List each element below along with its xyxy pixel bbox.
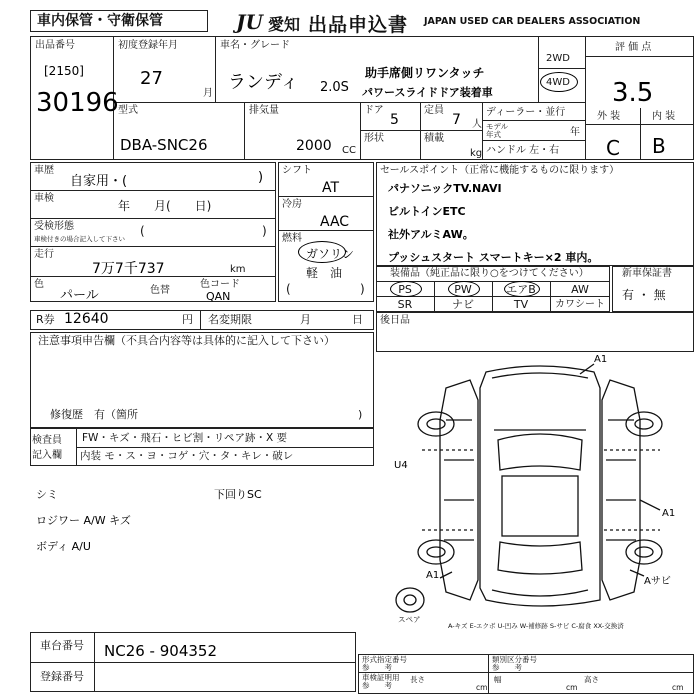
day-label: 日 <box>352 313 363 326</box>
r-ticket-label: R券 <box>36 313 55 326</box>
history-close: ) <box>258 170 264 185</box>
color-value: パール <box>60 288 99 303</box>
model-year-label: モデル 年式 <box>486 122 509 139</box>
equipment-title: 装備品（純正品に限り○をつけてください） <box>390 268 589 279</box>
ju-logo: JU <box>236 10 263 34</box>
height-label: 高さ <box>584 675 599 684</box>
selling-point: 社外アルミAW。 <box>388 228 474 241</box>
lot-prefix: [2150] <box>44 64 84 78</box>
km-label: km <box>230 264 246 275</box>
diagram-mark: A1 <box>594 354 608 365</box>
exterior-score: C <box>606 136 620 160</box>
capacity-value: 7 <box>452 112 461 128</box>
equipment-item: AW <box>571 283 589 296</box>
chassis-no-value: NC26 - 904352 <box>104 642 217 660</box>
r-ticket-value: 12640 <box>64 311 109 327</box>
equipment-item: PS <box>398 283 412 296</box>
receive-note: 車検付きの場合記入して下さい <box>34 235 125 243</box>
receive-paren-open: ( <box>140 224 145 238</box>
grade-note-2: パワースライドドア装着車 <box>362 86 493 99</box>
class-ref-label: 類別区分番号 参 考 <box>492 655 537 672</box>
fuel-diesel: 軽 油 <box>306 266 343 280</box>
form-ref-label: 形式指定番号 参 考 <box>362 655 407 672</box>
month-label-2: 月 <box>300 313 311 326</box>
aircon-value: AAC <box>320 214 350 230</box>
selling-point: パナソニックTV.NAVI <box>388 182 502 195</box>
first-reg-year: 27 <box>140 68 163 89</box>
color-code-value: QAN <box>206 290 231 303</box>
note-line: シミ <box>36 488 58 501</box>
grade: 2.0S <box>320 80 349 95</box>
diagram-mark: Aサビ <box>644 576 671 587</box>
equipment-item: カワシート <box>555 299 605 310</box>
model-label: 型式 <box>118 105 138 116</box>
cm-label-1: cm <box>476 683 488 692</box>
capacity-label: 定員 <box>424 105 444 116</box>
interior-label: 内 装 <box>652 111 676 122</box>
cert-ref-label: 車検証明用 参 考 <box>362 673 400 690</box>
inspection-fields: 年 月( 日) <box>118 199 212 213</box>
grade-score: 3.5 <box>612 78 654 108</box>
notes-title: 注意事項申告欄（不具合内容等は具体的に記入して下さい） <box>38 334 335 347</box>
receive-paren-close: ) <box>262 224 267 238</box>
color-label: 色 <box>34 279 44 290</box>
car-name-label: 車名・グレード <box>220 40 290 51</box>
doors-label: ドア <box>364 105 384 116</box>
damage-legend: A-キズ E-エクボ U-凹み W-補修跡 S-サビ C-腐食 XX-交換済 <box>448 622 624 630</box>
cm-label-3: cm <box>672 683 684 692</box>
diagram-mark: A1 <box>662 508 676 519</box>
remarks-label: 後日品 <box>380 315 410 326</box>
drive-2wd: 2WD <box>546 53 570 64</box>
repair-history: 修復歴 有（箇所 <box>50 408 138 421</box>
yen-label: 円 <box>182 313 193 326</box>
equipment-item: エアB <box>506 283 536 296</box>
model-value: DBA-SNC26 <box>120 136 208 154</box>
spare-label: スペア <box>398 615 421 624</box>
inspector-row-2: 内装 モ・ス・ヨ・コゲ・穴・タ・キレ・破レ <box>80 450 294 462</box>
doors-value: 5 <box>390 112 399 128</box>
association-name: JAPAN USED CAR DEALERS ASSOCIATION <box>424 16 641 27</box>
width-label: 幅 <box>494 675 502 684</box>
storage-label: 車内保管・守衛保管 <box>37 13 163 29</box>
exterior-label: 外 装 <box>597 111 621 122</box>
mileage-label: 走行 <box>34 249 54 260</box>
load-label: 積載 <box>424 133 444 144</box>
repair-paren-close: ) <box>358 408 363 421</box>
cc-label: CC <box>342 145 356 156</box>
warranty-value: 有 ・ 無 <box>622 288 666 302</box>
person-label: 人 <box>472 119 482 130</box>
diagram-mark: A1 <box>426 570 440 581</box>
history-label: 車歴 <box>34 165 54 176</box>
displacement-value: 2000 <box>296 138 332 154</box>
color-code-label: 色コード <box>200 279 240 290</box>
history-value: 自家用・( <box>70 174 128 189</box>
equipment-item: ナビ <box>452 298 474 311</box>
kg-label: kg <box>470 148 483 159</box>
handle-label: ハンドル 左・右 <box>486 145 560 156</box>
length-label: 長さ <box>410 675 425 684</box>
fuel-label: 燃料 <box>282 233 302 244</box>
note-right: 下回りSC <box>214 488 262 501</box>
grade-title: 評 価 点 <box>615 42 652 53</box>
shift-value: AT <box>322 180 340 196</box>
year-unit-label: 年 <box>570 127 580 138</box>
shift-label: シフト <box>282 165 312 176</box>
chassis-no-label: 車台番号 <box>40 639 84 652</box>
color-change-label: 色替 <box>150 285 170 296</box>
displacement-label: 排気量 <box>249 105 279 116</box>
interior-score: B <box>652 134 666 158</box>
equipment-item: PW <box>454 283 472 296</box>
equipment-item: SR <box>397 298 413 311</box>
shape-label: 形状 <box>364 133 384 144</box>
lot-no-label: 出品番号 <box>35 40 75 51</box>
fuel-paren-open: ( <box>286 282 291 296</box>
name-change-label: 名変期限 <box>208 313 252 326</box>
equipment-item: TV <box>513 298 529 311</box>
diagram-mark: U4 <box>394 460 408 471</box>
selling-points-title: セールスポイント（正常に機能するものに限ります） <box>380 165 620 176</box>
fuel-value: ガソリン <box>306 247 355 261</box>
car-name: ランディ <box>228 72 299 93</box>
inspector-row-1: FW・キズ・飛石・ヒビ割・リペア跡・X 要 <box>82 432 288 444</box>
note-line: ロジワー A/W キズ <box>36 514 131 527</box>
org-name: 愛知 <box>268 15 301 34</box>
reg-no-label: 登録番号 <box>40 670 84 683</box>
selling-point: ビルトインETC <box>388 205 466 218</box>
month-label: 月 <box>203 88 213 99</box>
mileage-value: 7万7千737 <box>92 261 165 277</box>
doc-title: 出品申込書 <box>308 14 409 36</box>
drive-4wd: 4WD <box>546 77 570 88</box>
lot-no: 30196 <box>36 88 119 118</box>
dealer-label: ディーラー・並行 <box>486 107 566 118</box>
warranty-title: 新車保証書 <box>622 268 672 279</box>
fuel-paren-close: ) <box>360 282 365 296</box>
note-line: ボディ A/U <box>36 540 91 553</box>
cm-label-2: cm <box>566 683 578 692</box>
aircon-label: 冷房 <box>282 199 302 210</box>
receive-form-label: 受検形態 <box>34 221 74 232</box>
selling-point: プッシュスタート スマートキー×2 車内。 <box>388 251 599 264</box>
inspection-label: 車検 <box>34 193 54 204</box>
grade-note-1: 助手席側リワンタッチ <box>365 66 485 80</box>
first-reg-label: 初度登録年月 <box>118 40 178 51</box>
inspector-label: 検査員 記入欄 <box>32 435 62 461</box>
